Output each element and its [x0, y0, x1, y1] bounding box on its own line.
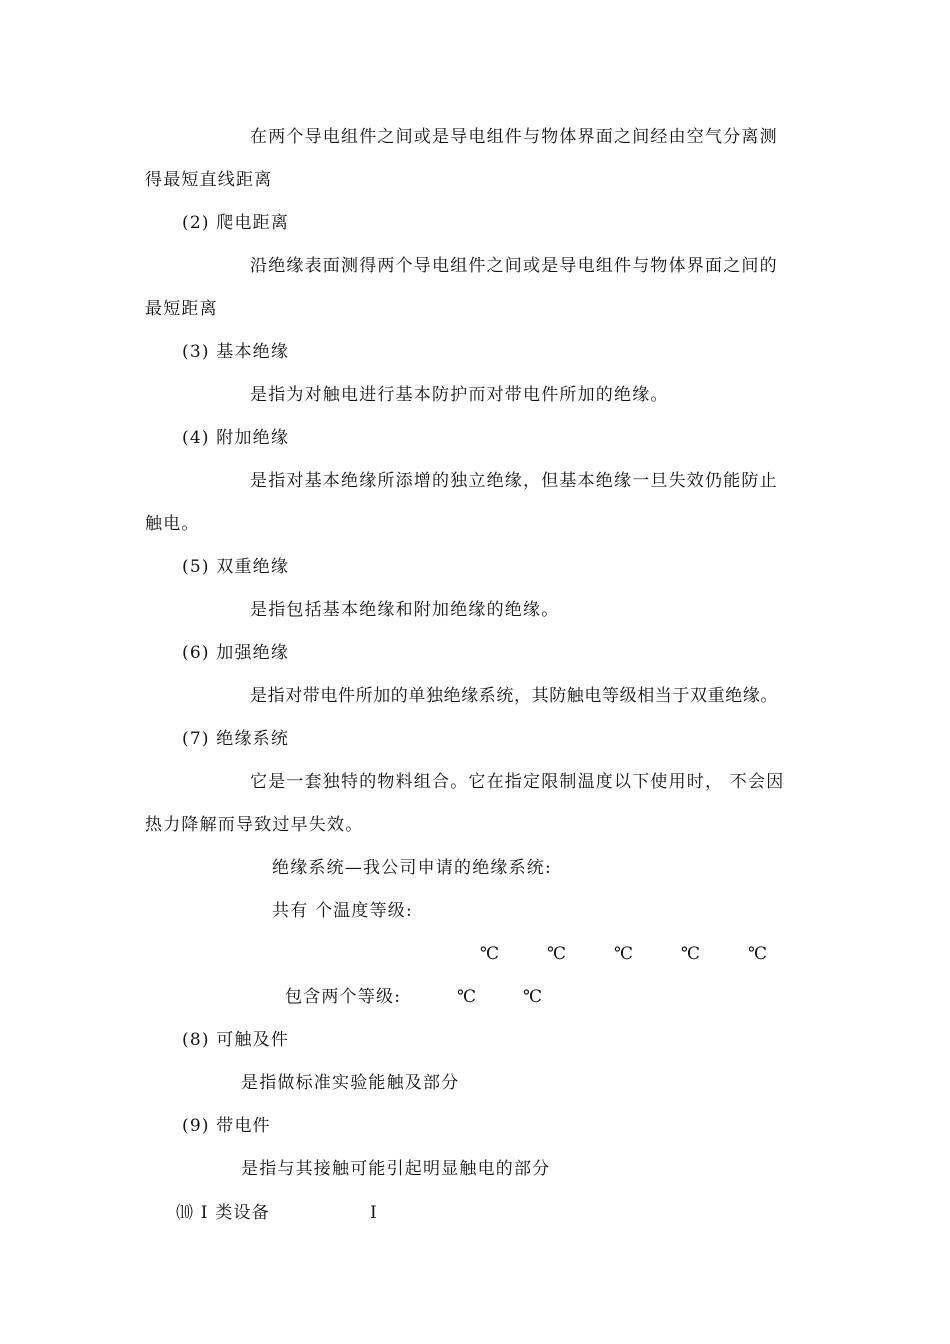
paragraph-clearance-definition: 在两个导电组件之间或是导电组件与物体界面之间经由空气分离测 [250, 127, 778, 147]
paragraph-creepage-definition-cont: 最短距离 [145, 299, 218, 319]
degree-unit-5: ℃ [748, 944, 768, 964]
degree-unit-2: ℃ [547, 944, 567, 964]
heading-basic-insulation: (3) 基本绝缘 [182, 342, 290, 362]
degree-unit-6: ℃ [457, 987, 477, 1007]
degree-unit-4: ℃ [681, 944, 701, 964]
class-i-marker: I [370, 1203, 378, 1223]
insulation-system-company-note: 绝缘系统—我公司申请的绝缘系统: [272, 858, 552, 878]
heading-live-part: (9) 带电件 [182, 1116, 271, 1136]
degree-unit-7: ℃ [523, 987, 543, 1007]
paragraph-basic-insulation: 是指为对触电进行基本防护而对带电件所加的绝缘。 [250, 385, 669, 405]
heading-creepage-distance: (2) 爬电距离 [182, 213, 290, 233]
paragraph-live-part: 是指与其接触可能引起明显触电的部分 [241, 1159, 551, 1179]
paragraph-double-insulation: 是指包括基本绝缘和附加绝缘的绝缘。 [250, 600, 560, 620]
paragraph-accessible-part: 是指做标准实验能触及部分 [241, 1073, 460, 1093]
heading-double-insulation: (5) 双重绝缘 [182, 557, 290, 577]
heading-insulation-system: (7) 绝缘系统 [182, 729, 290, 749]
paragraph-insulation-system-cont: 热力降解而导致过早失效。 [145, 815, 364, 835]
heading-accessible-part: (8) 可触及件 [182, 1030, 290, 1050]
heading-class-i-equipment: ⑽ I 类设备 [176, 1203, 270, 1223]
degree-unit-1: ℃ [480, 944, 500, 964]
heading-supplementary-insulation: (4) 附加绝缘 [182, 428, 290, 448]
paragraph-clearance-definition-cont: 得最短直线距离 [145, 170, 273, 190]
heading-reinforced-insulation: (6) 加强绝缘 [182, 643, 290, 663]
paragraph-reinforced-insulation: 是指对带电件所加的单独绝缘系统，其防触电等级相当于双重绝缘。 [250, 686, 778, 706]
paragraph-supplementary-insulation: 是指对基本绝缘所添增的独立绝缘，但基本绝缘一旦失效仍能防止 [250, 471, 778, 491]
paragraph-insulation-system: 它是一套独特的物料组合。它在指定限制温度以下使用时， 不会因 [250, 772, 785, 792]
paragraph-supplementary-insulation-cont: 触电。 [145, 514, 200, 534]
paragraph-creepage-definition: 沿绝缘表面测得两个导电组件之间或是导电组件与物体界面之间的 [250, 256, 778, 276]
temperature-class-count-note: 共有 个温度等级: [272, 901, 413, 921]
degree-unit-3: ℃ [614, 944, 634, 964]
two-classes-note: 包含两个等级: [285, 987, 402, 1007]
